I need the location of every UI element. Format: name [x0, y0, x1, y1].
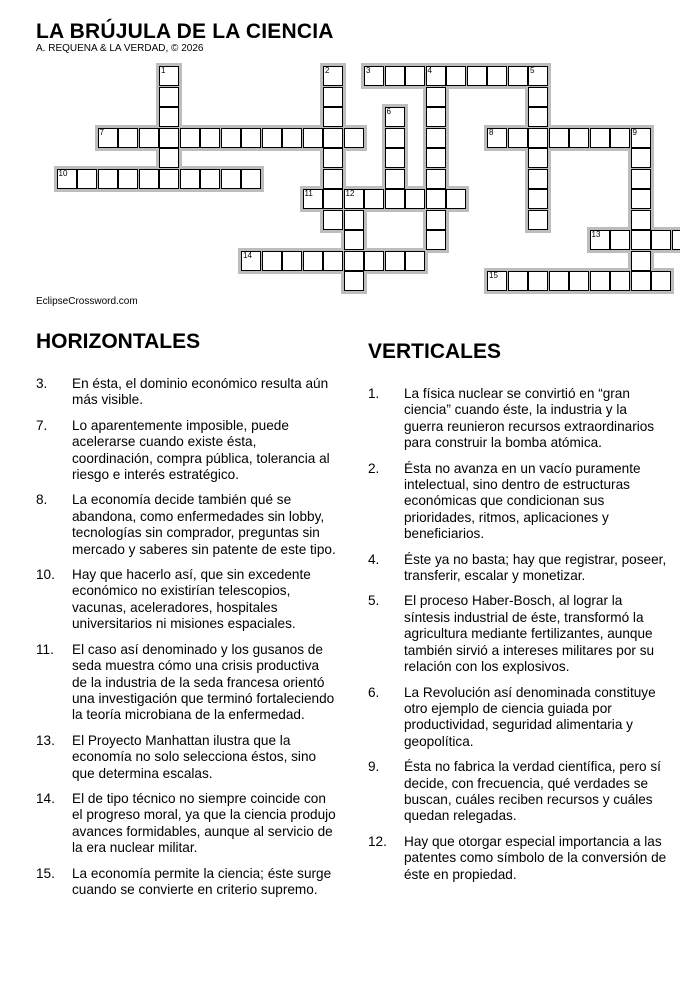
- grid-cell[interactable]: [241, 251, 261, 271]
- clue-number: 14.: [36, 790, 55, 806]
- grid-cell[interactable]: [385, 66, 405, 86]
- grid-cell[interactable]: [344, 251, 364, 271]
- clue-text: Ésta no avanza en un vacío puramente intelectual, sino dentro de estructuras económicas que condicionan sus prioridades, ritmos, aplicaciones y beneficiarios.: [404, 460, 641, 542]
- grid-cell[interactable]: [323, 87, 343, 107]
- clue-text: El proceso Haber-Bosch, al lograr la síntesis industrial de éste, transformó la agricultura mediante fertilizantes, aunque también sirvió a intereses militares por su relación con los explosivos.: [404, 593, 655, 675]
- clue-number: 13.: [36, 732, 55, 748]
- grid-cell[interactable]: [385, 107, 405, 127]
- grid-cell[interactable]: [200, 169, 220, 189]
- grid-cell[interactable]: [262, 251, 282, 271]
- grid-cell[interactable]: [282, 128, 302, 148]
- cell-number: 2: [325, 66, 330, 75]
- clue-number: 7.: [36, 417, 48, 433]
- clue-number: 1.: [368, 386, 380, 401]
- cell-number: 15: [489, 271, 498, 280]
- grid-cell[interactable]: [221, 169, 241, 189]
- clue-number: 3.: [36, 376, 48, 391]
- grid-cell[interactable]: [364, 251, 384, 271]
- down-heading: VERTICALES: [368, 340, 502, 363]
- clue-text: Hay que hacerlo así, que sin excedente económico no existirían telescopios, vacunas, aceleradores, hospitales universitarios ni misiones espaciales.: [72, 567, 311, 632]
- clue-text: El Proyecto Manhattan ilustra que la economía no solo selecciona éstos, sino que determina escalas.: [72, 732, 317, 781]
- grid-cell[interactable]: [323, 189, 343, 209]
- cell-number: 13: [591, 230, 601, 239]
- grid-cell[interactable]: [508, 66, 528, 86]
- cell-number: 7: [99, 127, 104, 137]
- grid-cell[interactable]: [323, 107, 343, 127]
- grid-cell[interactable]: [385, 251, 405, 271]
- clue-number: 9.: [368, 759, 380, 775]
- grid-cell[interactable]: [631, 251, 651, 271]
- clue-text: El caso así denominado y los gusanos de seda muestra cómo una crisis productiva de la industria de la seda francesa orientó una investigación que terminó fortaleciendo la teoría microbiana de la enfermedad.: [72, 641, 335, 723]
- crossword-grid: [0, 0, 680, 310]
- clue-number: 15.: [36, 865, 55, 881]
- grid-cell[interactable]: [159, 169, 179, 189]
- grid-cell[interactable]: [426, 148, 446, 168]
- grid-cell[interactable]: [610, 230, 630, 250]
- grid-cell[interactable]: [118, 128, 138, 148]
- grid-cell[interactable]: [631, 148, 651, 168]
- cell-number: 1: [161, 66, 166, 75]
- cell-number: 4: [427, 66, 432, 75]
- grid-cell[interactable]: [159, 107, 179, 127]
- grid-cell[interactable]: [528, 189, 548, 209]
- clue-text: La Revolución así denominada constituye otro ejemplo de ciencia guiada por productividad, seguridad alimentaria y geopolítica.: [404, 684, 656, 749]
- grid-cell[interactable]: [323, 148, 343, 168]
- grid-cell[interactable]: [487, 66, 507, 86]
- across-clue: [36, 492, 336, 558]
- grid-cell[interactable]: [159, 128, 179, 148]
- grid-cell[interactable]: [508, 128, 528, 148]
- grid-cell[interactable]: [139, 169, 159, 189]
- clue-text: El de tipo técnico no siempre coincide con el progreso moral, ya que la ciencia produjo avances formidables, aunque al servicio de la era nuclear militar.: [72, 790, 336, 856]
- grid-cell[interactable]: [159, 148, 179, 168]
- grid-cell[interactable]: [364, 66, 384, 86]
- across-clue-list: [36, 376, 336, 898]
- grid-cell[interactable]: [426, 230, 446, 250]
- cell-number: 6: [386, 107, 391, 116]
- grid-cell[interactable]: [282, 251, 302, 271]
- grid-cell[interactable]: [651, 230, 671, 250]
- clue-number: 12.: [368, 833, 387, 849]
- grid-cell[interactable]: [180, 169, 200, 189]
- grid-cell[interactable]: [590, 230, 610, 250]
- grid-cell[interactable]: [344, 230, 364, 250]
- grid-cell[interactable]: [631, 210, 651, 230]
- grid-cell[interactable]: [672, 230, 680, 250]
- grid-cell[interactable]: [344, 210, 364, 230]
- clue-text: La economía decide también qué se abandona, como enfermedades sin lobby, tecnologías sin comprador, preguntas sin mercado y saberes sin patente de este tipo.: [72, 492, 336, 557]
- clue-number: 2.: [368, 460, 380, 476]
- clue-text: Ésta no fabrica la verdad científica, pero sí decide, con frecuencia, qué verdades se buscan, cuáles reciben recursos y cuáles quedan relegadas.: [404, 759, 661, 824]
- grid-cell[interactable]: [405, 66, 425, 86]
- grid-cell[interactable]: [631, 128, 651, 148]
- grid-cell[interactable]: [446, 66, 466, 86]
- grid-cell[interactable]: [426, 169, 446, 189]
- grid-cell[interactable]: [610, 128, 630, 148]
- grid-cell[interactable]: [323, 251, 343, 271]
- grid-cell[interactable]: [385, 169, 405, 189]
- grid-cell[interactable]: [180, 128, 200, 148]
- clue-text: La física nuclear se convirtió en “gran ciencia” cuando éste, la industria y la guerra reunieron recursos extraordinarios para construir la bomba atómica.: [404, 386, 655, 451]
- grid-cell[interactable]: [405, 189, 425, 209]
- grid-cell[interactable]: [528, 169, 548, 189]
- grid-cell[interactable]: [487, 128, 507, 148]
- grid-cell[interactable]: [323, 210, 343, 230]
- grid-cell[interactable]: [323, 169, 343, 189]
- grid-cell[interactable]: [426, 66, 446, 86]
- clue-text: Éste ya no basta; hay que registrar, poseer, transferir, escalar y monetizar.: [404, 551, 667, 584]
- grid-cell[interactable]: [487, 271, 507, 291]
- grid-cell[interactable]: [631, 271, 651, 291]
- grid-cell[interactable]: [528, 148, 548, 168]
- grid-cell[interactable]: [569, 271, 589, 291]
- clue-text: En ésta, el dominio económico resulta aún más visible.: [72, 376, 329, 408]
- grid-cell[interactable]: [426, 128, 446, 148]
- clue-number: 8.: [36, 492, 48, 508]
- across-clue: [36, 733, 336, 782]
- grid-cell[interactable]: [159, 87, 179, 107]
- clue-text: La economía permite la ciencia; éste surge cuando se convierte en criterio supremo.: [72, 865, 332, 897]
- grid-cell[interactable]: [549, 128, 569, 148]
- clue-number: 4.: [368, 551, 380, 567]
- grid-cell[interactable]: [98, 169, 118, 189]
- across-clue: [36, 791, 336, 857]
- down-clue: [368, 834, 668, 883]
- clue-number: 6.: [368, 684, 380, 700]
- grid-cell[interactable]: [385, 128, 405, 148]
- grid-cell[interactable]: [323, 128, 343, 148]
- grid-cell[interactable]: [528, 128, 548, 148]
- grid-cell[interactable]: [426, 189, 446, 209]
- grid-cell[interactable]: [528, 66, 548, 86]
- grid-cell[interactable]: [528, 87, 548, 107]
- grid-cell[interactable]: [426, 107, 446, 127]
- grid-cell[interactable]: [631, 189, 651, 209]
- down-clue: [368, 461, 668, 543]
- across-clue: [36, 418, 336, 484]
- cell-number: 3: [366, 66, 371, 75]
- down-clue-list: [368, 386, 668, 883]
- clue-text: Hay que otorgar especial importancia a las patentes como símbolo de la conversión de éste en propiedad.: [404, 833, 667, 882]
- grid-cell[interactable]: [303, 251, 323, 271]
- grid-cell[interactable]: [528, 271, 548, 291]
- across-clues-column: [36, 330, 336, 907]
- cell-number: 12: [345, 189, 355, 198]
- grid-cell[interactable]: [200, 128, 220, 148]
- grid-cell[interactable]: [631, 230, 651, 250]
- across-clue: [36, 642, 336, 724]
- cell-number: 9: [632, 127, 637, 137]
- down-clue: [368, 685, 668, 751]
- down-clue: [368, 386, 668, 452]
- grid-cell[interactable]: [631, 169, 651, 189]
- grid-cell[interactable]: [159, 66, 179, 86]
- grid-cell[interactable]: [303, 189, 323, 209]
- grid-cell[interactable]: [569, 128, 589, 148]
- across-heading: HORIZONTALES: [36, 330, 201, 353]
- grid-cell[interactable]: [262, 128, 282, 148]
- grid-cell[interactable]: [610, 271, 630, 291]
- puzzle-credit: A. REQUENA & LA VERDAD, © 2026: [36, 43, 204, 54]
- cell-number: 11: [304, 189, 313, 198]
- grid-cell[interactable]: [426, 87, 446, 107]
- down-clue: [368, 552, 668, 585]
- clue-number: 10.: [36, 567, 55, 583]
- across-clue: [36, 866, 336, 899]
- grid-cell[interactable]: [221, 128, 241, 148]
- grid-cell[interactable]: [323, 66, 343, 86]
- grid-cell[interactable]: [57, 169, 77, 189]
- grid-cell[interactable]: [241, 169, 261, 189]
- grid-cell[interactable]: [508, 271, 528, 291]
- cell-number: 8: [489, 127, 494, 137]
- grid-cell[interactable]: [77, 169, 97, 189]
- clue-number: 11.: [36, 641, 54, 657]
- grid-cell[interactable]: [344, 271, 364, 291]
- grid-cell[interactable]: [385, 148, 405, 168]
- down-clues-column: [368, 340, 668, 892]
- grid-cell[interactable]: [98, 128, 118, 148]
- across-clue: [36, 376, 336, 409]
- grid-cell[interactable]: [364, 189, 384, 209]
- grid-cell[interactable]: [385, 189, 405, 209]
- down-clue: [368, 759, 668, 825]
- across-clue: [36, 567, 336, 633]
- down-clue: [368, 593, 668, 675]
- grid-cell[interactable]: [590, 128, 610, 148]
- puzzle-title: LA BRÚJULA DE LA CIENCIA: [36, 20, 334, 43]
- clue-text: Lo aparentemente imposible, puede acelerarse cuando existe ésta, coordinación, compra pública, tolerancia al riesgo e interés estratégico.: [72, 417, 330, 483]
- cell-number: 5: [530, 66, 535, 75]
- grid-cell[interactable]: [446, 189, 466, 209]
- grid-cell[interactable]: [651, 271, 671, 291]
- grid-cell[interactable]: [549, 271, 569, 291]
- clue-number: 5.: [368, 593, 380, 609]
- grid-cell[interactable]: [405, 251, 425, 271]
- grid-cell[interactable]: [344, 128, 364, 148]
- grid-cell[interactable]: [303, 128, 323, 148]
- grid-cell[interactable]: [590, 271, 610, 291]
- grid-cell[interactable]: [139, 128, 159, 148]
- grid-cell[interactable]: [241, 128, 261, 148]
- grid-cell[interactable]: [467, 66, 487, 86]
- grid-cell[interactable]: [528, 210, 548, 230]
- site-credit: EclipseCrossword.com: [36, 296, 138, 307]
- cell-number: 14: [243, 250, 252, 260]
- grid-cell[interactable]: [426, 210, 446, 230]
- cell-number: 10: [58, 168, 68, 178]
- grid-cell[interactable]: [118, 169, 138, 189]
- grid-cell[interactable]: [344, 189, 364, 209]
- grid-cell[interactable]: [528, 107, 548, 127]
